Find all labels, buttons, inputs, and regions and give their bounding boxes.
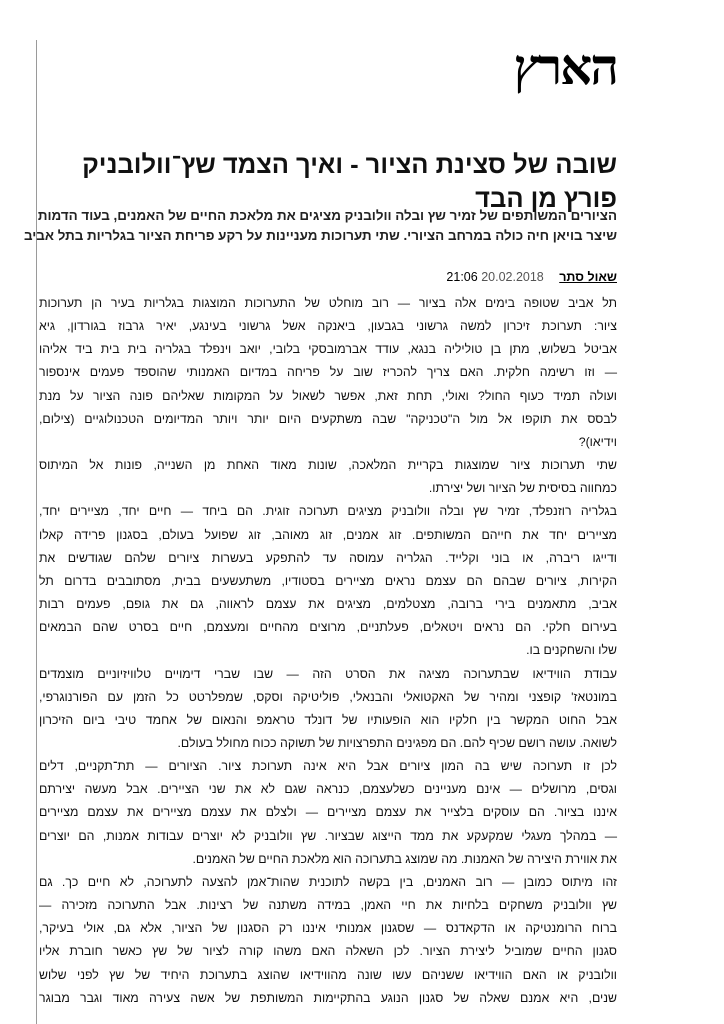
article-body	[39, 292, 617, 1010]
article-body-line: ציור: תערוכת זיכרון למשה גרשוני בגבעון, ביאנקה אשל גרשוני בעינגע, יאיר גרבוז בגורדון, גיא	[39, 319, 617, 334]
article-subheadline: הציורים המשותפים של זמיר שץ ובלה וולובניק מציגים את מלאכת החיים של האמנים, בעוד הדמות שיצר בויאן חיה כולה במרחב הציורי. שתי תערוכות מעניינות על רקע פריחת הציור בגלריות בתל אביב	[23, 208, 617, 243]
article-body-line: בעירום חלקי. הם נראים ויטאלים, פעלתניים, מרוצים מהחיים ומעצמם, חיים בסרט שהם הבמאים	[39, 620, 617, 635]
haaretz-logo: הארץ	[513, 39, 617, 95]
article-body-line: סגנון החיים שמוביל ליצירת הציור. לכן השאלה האם משהו קורה לציור של שץ כאשר חוברת אליו	[39, 944, 617, 959]
publish-date: 20.02.2018	[481, 270, 544, 284]
article-body-line: שנים, היא אמנם שאלה של סגנון הנוגע בהתקיימות המשותפת של אשה צעירה מאוד וגבר מבוגר	[39, 990, 617, 1005]
article-body-line: במונטאז' קופצני ומהיר של האקטואלי והבנאלי, פוליטיקה וסקס, שמפלרטט כל הזמן עם הפורנוגרפי,	[39, 689, 617, 704]
article-body-line: וגסים, מרושלים — אינם מעניינים כשלעצמם, כנראה שגם לא את שני הציירים. אבל מעשה יצירתם	[39, 782, 617, 797]
article-body-line: ועולה תמיד כעוף החול? ואולי, תחת זאת, אפשר לשאול על המקומות שאליהם פונה הציור על מנת	[39, 388, 617, 403]
article-body-line: עבודת הווידיאו שבתערוכה מציגה את הסרט הזה — שבו שברי דימויים טלוויזיוניים מוצמדים	[39, 666, 617, 681]
article-body-line: כמחווה בסיסית של הציור ושל יצירתו.	[428, 481, 617, 496]
article-body-line: וולובניק או האם הווידיאו ששניהם עשו שונה מהווידיאו שהוצג בתערוכת היחיד של שץ לפני שלוש	[39, 967, 617, 982]
article-body-line: אביב, מתאמנים בירי ברובה, מצטלמים, מציגים את עצמם לראווה, גם את גופם, פעמים רבות	[39, 597, 617, 612]
article-body-line: שץ וולובניק משחקים בלחיות את חיי האמן, במידה משתנה של רצינות. אבל התערוכה מזכירה —	[39, 898, 617, 913]
article-body-line: לשואה. עושה רושם שכיף להם. הם מפגינים התפרצויות של תשוקה ככוח מחולל בעולם.	[177, 735, 617, 750]
article-body-line: וידיאו)?	[578, 434, 617, 449]
article-body-line: את אווירת היצירה של האמנות. מה שמוצג בתערוכה הוא מלאכת החיים של האמנים.	[192, 851, 617, 866]
publish-time: 21:06	[446, 270, 478, 284]
article-body-line: ברוח הרומנטיקה או הדקאדנס — שסגנון אמנותי איננו רק הסגנון של הציור, אלא גם, אולי בעיקר,	[39, 921, 617, 936]
article-body-line: מציירים יחד את חייהם המשותפים. זוג אמנים, זוג מאוהב, זוג שפועל בעולם, בסגנון פרידה קאלו	[39, 527, 617, 542]
article-body-line: שתי תערוכות ציור שמוצגות בקריית המלאכה, שונות מאוד האחת מן השנייה, פונות אל המיתוס	[39, 458, 617, 473]
article-body-line: — וזו רשימה חלקית. האם צריך להכריז שוב על פריחה במדיום האמנותי שהוספד פעמים אינספור	[39, 365, 617, 380]
article-body-line: — במהלך מעגלי שמקעקע את ממד הייצוג שבציור. שץ וולובניק לא יוצרים עבודות אמנות, הם יוצרים	[39, 828, 617, 843]
author-link[interactable]: שאול סתר	[559, 270, 617, 284]
article-body-line: הקירות, ציורים שבהם הם עצמם נראים מציירים בסטודיו, משתעשעים בבית, מסתובבים בדרום תל	[39, 573, 617, 588]
article-body-line: שלו והשחקנים בו.	[526, 643, 617, 658]
article-body-line: אביטל בשלוש, מתן בן טוליליה בנגא, עודד אברמובסקי בלובי, יואב וינפלד בגלריה בית בית ביד אליהו	[39, 342, 617, 357]
article-body-line: לבסס את תוקפו אל מול ה"טכניקה" שבה משתקעים היום יותר ויותר המדיומים הטכנולוגיים (צילום,	[39, 411, 617, 426]
article-body-line: בגלריה רוזנפלד, זמיר שץ ובלה וולובניק מציגים תערוכה זוגית. הם ביחד — חיים יחד, מציירים יחד,	[39, 504, 617, 519]
article-body-line: לכן זו תערוכה שיש בה המון ציורים אבל היא אינה תערוכת ציור. הציורים — תת־תקניים, דלים	[39, 759, 617, 774]
article-body-line: אבל החוט המקשר בין חלקיו הוא הופעותיו של דונלד טראמפ והנאום של אחמד טיבי ביום הזיכרון	[39, 712, 617, 727]
article-headline: שובה של סצינת הציור - ואיך הצמד שץ־וולובניק פורץ מן הבד	[82, 151, 617, 213]
article-body-line: איננו בציור. הם עוסקים בלצייר את עצמם מציירים — ולצלם את עצמם מציירים את עצמם מציירים	[39, 805, 617, 820]
byline	[137, 268, 617, 286]
article-body-line: תל אביב שטופה בימים אלה בציור — רוב מוחלט של התערוכות המוצגות בגלריות בעיר הן תערוכות	[39, 296, 617, 310]
article-body-line: זהו מיתוס כמובן — רוב האמנים, בין בקשה לתוכנית שהות־אמן להצעה לתערוכה, לא חיים כך. גם	[39, 874, 617, 889]
article-body-line: ודייגו ריברה, או בוני וקלייד. הגלריה עמוסה עד להתפקע בעשרות ציורים שלהם שגודשים את	[39, 550, 617, 565]
